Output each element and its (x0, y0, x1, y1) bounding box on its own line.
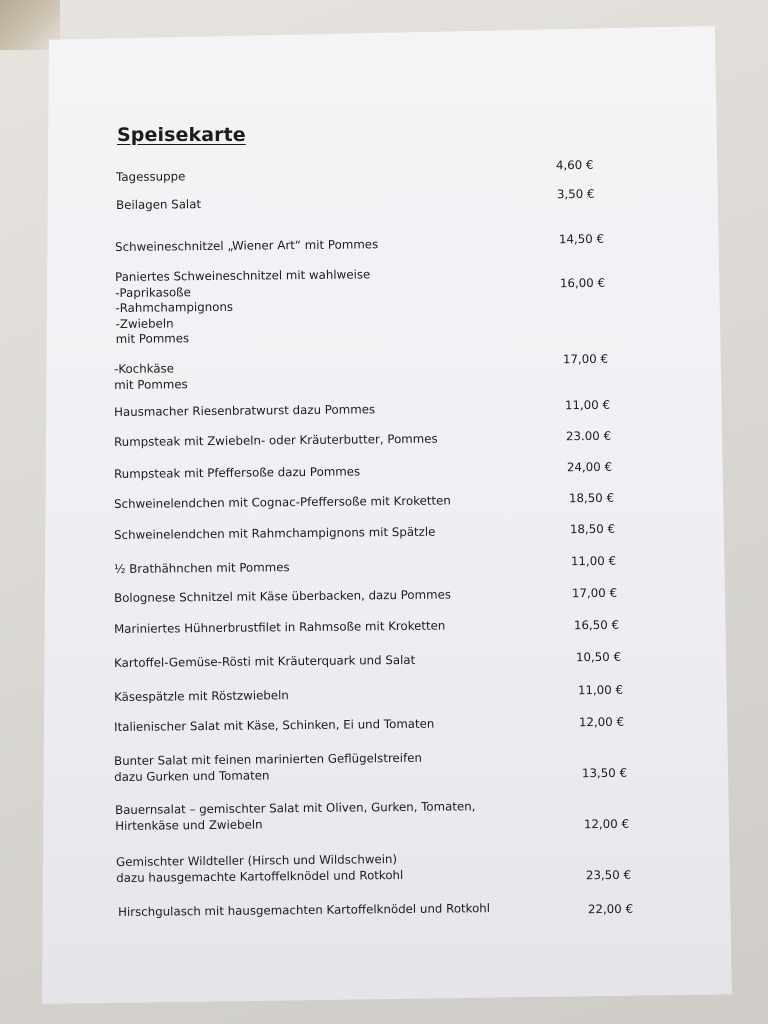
menu-item-price: 22,00 € (587, 901, 634, 917)
menu-item-name (114, 653, 415, 672)
menu-item-line: Italienischer Salat mit Käse, Schinken, Ei und Tomaten (114, 716, 435, 734)
menu-item-line: dazu Gurken und Tomaten (114, 767, 270, 784)
menu-item-line: Bunter Salat mit feinen marinierten Geflügelstreifen (114, 750, 423, 768)
menu-item-line: -Kochkäse (114, 361, 174, 376)
menu-item-line: -Paprikasoße (115, 284, 191, 300)
menu-item-name (114, 688, 289, 705)
menu-item-name (114, 361, 188, 393)
menu-item-line: Hausmacher Riesenbratwurst dazu Pommes (114, 402, 376, 419)
menu-item-line: Käsespätzle mit Röstzwiebeln (114, 688, 289, 704)
menu-item-line: Gemischter Wildteller (Hirsch und Wildschwein) (116, 852, 398, 869)
menu-item-line: Hirschgulasch mit hausgemachten Kartoffelknödel und Rotkohl (118, 901, 491, 919)
menu-item-name (115, 799, 476, 834)
menu-item-price: 13,50 € (581, 765, 628, 781)
menu-item-price: 12,00 € (578, 714, 625, 730)
menu-item-line: Bolognese Schnitzel mit Käse überbacken, dazu Pommes (114, 587, 452, 605)
menu-item-line: Mariniertes Hühnerbrustfilet in Rahmsoße mit Kroketten (114, 618, 446, 636)
menu-item-price: 24,00 € (566, 459, 613, 475)
menu-item-name (116, 169, 185, 185)
menu-item-line: Rumpsteak mit Zwiebeln- oder Kräuterbutter, Pommes (114, 431, 438, 449)
menu-item-price: 17,00 € (562, 351, 609, 367)
menu-item-line: -Zwiebeln (115, 315, 174, 331)
menu-item-line: Schweinelendchen mit Cognac-Pfeffersoße mit Kroketten (114, 493, 451, 511)
menu-item-name (116, 197, 201, 213)
menu-item-price: 10,50 € (575, 649, 622, 665)
menu-item-price: 11,00 € (564, 397, 611, 413)
menu-item-line: Kartoffel-Gemüse-Rösti mit Kräuterquark und Salat (114, 652, 416, 670)
menu-item-price: 18,50 € (568, 490, 615, 506)
menu-item-price: 16,00 € (559, 275, 606, 291)
menu-item-line: dazu hausgemachte Kartoffelknödel und Rotkohl (116, 867, 404, 885)
menu-item-line: Bauernsalat – gemischter Salat mit Oliven, Gurken, Tomaten, (115, 799, 476, 817)
menu-item-line: Schweineschnitzel „Wiener Art“ mit Pommes (115, 237, 379, 254)
menu-item-price: 16,50 € (573, 617, 620, 633)
menu-item-name (114, 751, 422, 785)
menu-item-line: Rumpsteak mit Pfeffersoße dazu Pommes (114, 464, 361, 481)
menu-item-price: 14,50 € (558, 231, 605, 247)
menu-item-price: 12,00 € (583, 816, 630, 832)
menu-item-price: 23.00 € (565, 428, 612, 444)
menu-item-line: Schweinelendchen mit Rahmchampignons mit Spätzle (114, 524, 436, 542)
menu-item-name (116, 852, 403, 886)
menu-item-line: mit Pommes (114, 376, 188, 392)
menu-title: Speisekarte (117, 124, 246, 146)
menu-item-name (114, 464, 360, 482)
menu-item-price: 18,50 € (569, 521, 616, 537)
menu-item-line: Tagessuppe (116, 169, 186, 184)
menu-item-price: 11,00 € (577, 682, 624, 698)
menu-item-line: Hirtenkäse und Zwiebeln (115, 816, 263, 833)
menu-item-line: ½ Brathähnchen mit Pommes (114, 560, 290, 576)
menu-item-name (115, 237, 378, 255)
menu-item-line: Beilagen Salat (116, 197, 202, 212)
menu-item-price: 4,60 € (555, 157, 594, 173)
menu-item-name (114, 402, 375, 420)
menu-item-line: mit Pommes (115, 331, 190, 346)
menu-item-name (114, 560, 290, 577)
menu-item-name (115, 267, 371, 347)
menu-item-price: 17,00 € (571, 585, 618, 601)
menu-item-price: 11,00 € (570, 553, 617, 569)
menu-item-line: -Rahmchampignons (115, 299, 234, 315)
menu-item-price: 3,50 € (556, 186, 595, 202)
menu-item-price: 23,50 € (585, 867, 632, 883)
menu-item-line: Paniertes Schweineschnitzel mit wahlweise (115, 267, 371, 284)
